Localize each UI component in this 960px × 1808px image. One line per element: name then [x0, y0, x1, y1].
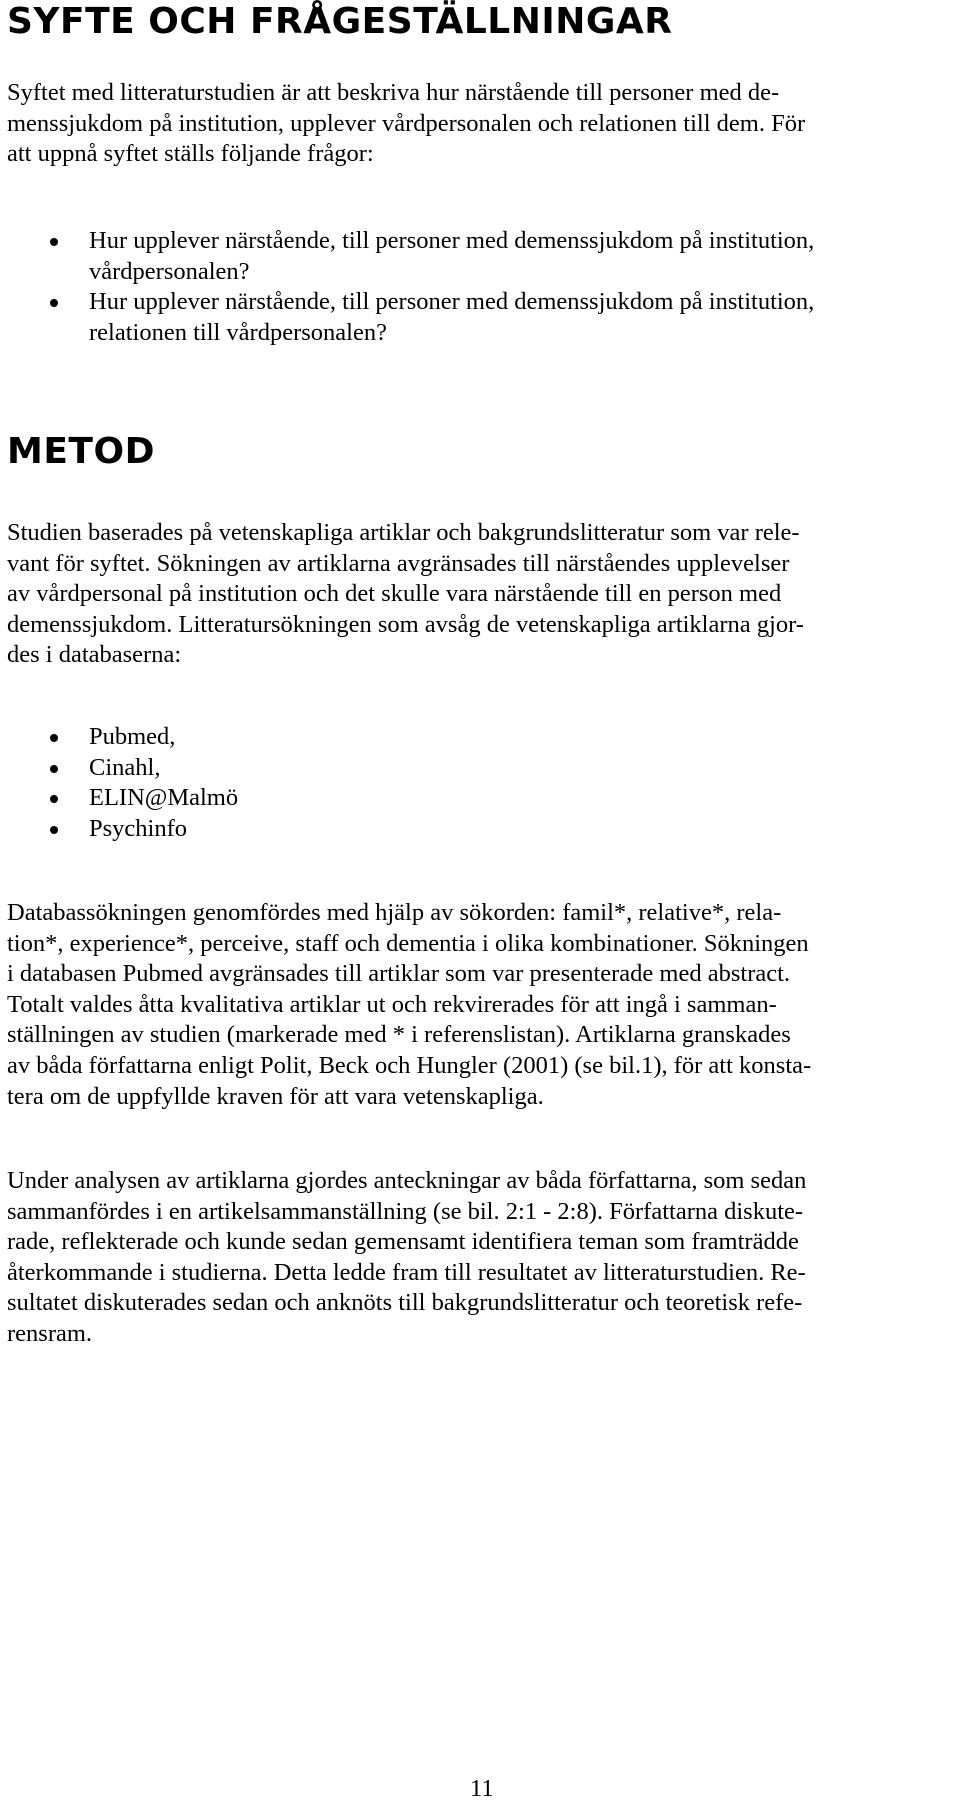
- paragraph-line: Studien baserades på vetenskapliga artiklar och bakgrundslitteratur som var rele-: [7, 519, 800, 546]
- paragraph-line: återkommande i studierna. Detta ledde fram till resultatet av litteraturstudien. Re-: [7, 1258, 806, 1286]
- bullet-icon: [50, 795, 58, 803]
- list-item: ELIN@Malmö: [0, 783, 960, 814]
- bullet-icon: [50, 734, 58, 742]
- paragraph-line: rensram.: [7, 1319, 93, 1347]
- list-item: Psychinfo: [0, 814, 960, 845]
- paragraph-line: des i databaserna:: [7, 641, 182, 669]
- paragraph-line: att uppnå syftet ställs följande frågor:: [7, 140, 374, 168]
- metod-paragraph-2: [7, 898, 949, 1112]
- list-item: Hur upplever närstående, till personer med demenssjukdom på institution, vårdpersonalen?: [0, 226, 960, 287]
- paragraph-line: Under analysen av artiklarna gjordes anteckningar av båda författarna, som sedan: [7, 1167, 807, 1194]
- syfte-intro-paragraph: [7, 78, 949, 170]
- paragraph-line: Totalt valdes åtta kvalitativa artiklar ut och rekvirerades för att ingå i samman-: [7, 990, 777, 1018]
- metod-paragraph-3: [7, 1166, 949, 1350]
- list-item: Cinahl,: [0, 753, 960, 784]
- paragraph-line: ställningen av studien (markerade med * i referenslistan). Artiklarna granskades: [7, 1021, 791, 1049]
- paragraph-line: menssjukdom på institution, upplever vårdpersonalen och relationen till dem. För: [7, 109, 806, 137]
- section-heading-metod: METOD: [7, 431, 155, 472]
- paragraph-line: rade, reflekterade och kunde sedan gemensamt identifiera teman som framträdde: [7, 1228, 799, 1256]
- paragraph-line: i databasen Pubmed avgränsades till artiklar som var presenterade med abstract.: [7, 960, 791, 988]
- paragraph-line: sammanfördes i en artikelsammanställning (se bil. 2:1 - 2:8). Författarna diskute-: [7, 1197, 804, 1225]
- page-number: 11: [470, 1775, 494, 1802]
- paragraph-line: vant för syftet. Sökningen av artiklarna avgränsades till närståendes upplevelser: [7, 549, 790, 577]
- bullet-icon: [50, 826, 58, 834]
- bullet-icon: [50, 765, 58, 773]
- paragraph-line: tion*, experience*, perceive, staff och dementia i olika kombinationer. Sökningen: [7, 929, 809, 957]
- paragraph-line: av vårdpersonal på institution och det skulle vara närstående till en person med: [7, 580, 782, 608]
- paragraph-line: sultatet diskuterades sedan och anknöts till bakgrundslitteratur och teoretisk refe-: [7, 1289, 803, 1317]
- bullet-icon: [50, 238, 58, 246]
- paragraph-line: tera om de uppfyllde kraven för att vara vetenskapliga.: [7, 1082, 544, 1110]
- paragraph-line: av båda författarna enligt Polit, Beck och Hungler (2001) (se bil.1), för att konsta-: [7, 1051, 812, 1079]
- metod-paragraph-1: [7, 518, 949, 671]
- database-list: [0, 722, 960, 844]
- paragraph-line: Databassökningen genomfördes med hjälp av sökorden: famil*, relative*, rela-: [7, 899, 782, 926]
- paragraph-line: demenssjukdom. Litteratursökningen som avsåg de vetenskapliga artiklarna gjor-: [7, 610, 804, 638]
- list-item: Hur upplever närstående, till personer med demenssjukdom på institution, relationen till vårdpersonalen?: [0, 287, 960, 348]
- paragraph-line: Syftet med litteraturstudien är att beskriva hur närstående till personer med de-: [7, 79, 780, 106]
- section-heading-syfte: SYFTE OCH FRÅGESTÄLLNINGAR: [7, 1, 673, 42]
- research-questions-list: [0, 226, 960, 348]
- bullet-icon: [50, 299, 58, 307]
- list-item: Pubmed,: [0, 722, 960, 753]
